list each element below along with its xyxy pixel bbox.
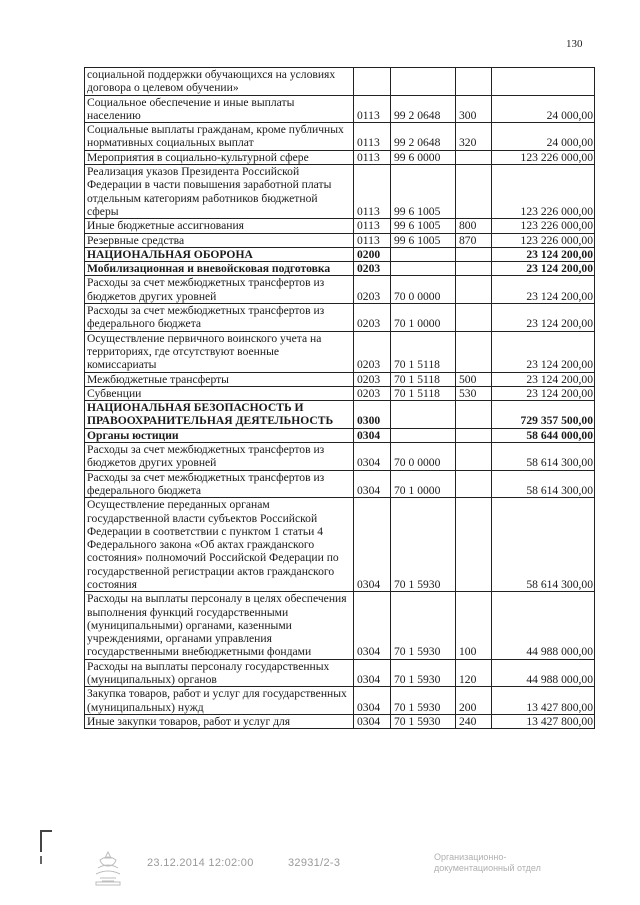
row-type-cell	[456, 401, 492, 429]
row-type-cell	[456, 68, 492, 96]
row-name-cell: Субвенции	[85, 386, 354, 400]
row-section-cell: 0300	[354, 401, 391, 429]
table-row	[85, 592, 595, 659]
table-row	[85, 386, 595, 400]
row-name-cell: Реализация указов Президента Российской Федерации в части повышения заработной платы отдельным категориям работников бюджетной сферы	[85, 165, 354, 219]
row-type-cell: 300	[456, 95, 492, 123]
row-target-cell: 70 1 5930	[391, 687, 456, 715]
table-row	[85, 428, 595, 442]
row-name-cell: Иные бюджетные ассигнования	[85, 219, 354, 233]
row-target-cell	[391, 247, 456, 261]
row-amount-cell: 24 000,00	[492, 95, 595, 123]
row-section-cell: 0304	[354, 428, 391, 442]
row-target-cell: 70 1 5930	[391, 659, 456, 687]
row-target-cell: 70 1 5930	[391, 714, 456, 728]
row-name-cell: Мобилизационная и вневойсковая подготовка	[85, 262, 354, 276]
row-amount-cell: 58 614 300,00	[492, 443, 595, 471]
row-type-cell	[456, 276, 492, 304]
row-target-cell: 70 1 5930	[391, 498, 456, 592]
row-type-cell	[456, 428, 492, 442]
table-row	[85, 498, 595, 592]
row-type-cell	[456, 443, 492, 471]
row-target-cell: 70 0 0000	[391, 276, 456, 304]
row-name-cell: Мероприятия в социально-культурной сфере	[85, 150, 354, 164]
table-row	[85, 123, 595, 151]
row-target-cell: 99 6 1005	[391, 219, 456, 233]
row-section-cell: 0304	[354, 498, 391, 592]
row-target-cell	[391, 428, 456, 442]
row-amount-cell: 23 124 200,00	[492, 372, 595, 386]
row-target-cell: 70 0 0000	[391, 443, 456, 471]
row-name-cell: Расходы за счет межбюджетных трансфертов из федерального бюджета	[85, 304, 354, 332]
row-target-cell: 99 2 0648	[391, 95, 456, 123]
row-type-cell	[456, 247, 492, 261]
row-name-cell: Осуществление первичного воинского учета на территориях, где отсутствуют военные комиссариаты	[85, 331, 354, 372]
seal-icon	[88, 848, 128, 888]
row-section-cell: 0113	[354, 165, 391, 219]
row-type-cell: 320	[456, 123, 492, 151]
row-amount-cell: 23 124 200,00	[492, 247, 595, 261]
row-amount-cell: 23 124 200,00	[492, 304, 595, 332]
row-name-cell: Осуществление переданных органам государственной власти субъектов Российской Федерации в соответствии с пунктом 1 статьи 4 Федерального закона «Об актах гражданского состояния» полномочий Российской Федерации по государственной регистрации актов гражданского состояния	[85, 498, 354, 592]
table-row	[85, 372, 595, 386]
table-row	[85, 150, 595, 164]
table-row	[85, 262, 595, 276]
row-amount-cell: 123 226 000,00	[492, 219, 595, 233]
footer-organization	[434, 852, 541, 874]
table-row	[85, 331, 595, 372]
row-amount-cell: 23 124 200,00	[492, 262, 595, 276]
row-section-cell: 0203	[354, 372, 391, 386]
row-amount-cell: 23 124 200,00	[492, 386, 595, 400]
table-row	[85, 659, 595, 687]
row-section-cell: 0203	[354, 331, 391, 372]
row-section-cell: 0304	[354, 592, 391, 659]
row-section-cell: 0203	[354, 304, 391, 332]
row-name-cell: Резервные средства	[85, 233, 354, 247]
table-row	[85, 401, 595, 429]
row-name-cell: Органы юстиции	[85, 428, 354, 442]
corner-mark	[40, 830, 52, 852]
row-type-cell: 200	[456, 687, 492, 715]
row-section-cell: 0203	[354, 276, 391, 304]
row-target-cell: 99 6 1005	[391, 165, 456, 219]
row-type-cell	[456, 331, 492, 372]
row-amount-cell	[492, 68, 595, 96]
row-type-cell: 800	[456, 219, 492, 233]
row-target-cell: 99 6 0000	[391, 150, 456, 164]
row-type-cell	[456, 498, 492, 592]
row-section-cell: 0304	[354, 443, 391, 471]
row-type-cell	[456, 150, 492, 164]
row-target-cell	[391, 262, 456, 276]
row-type-cell: 870	[456, 233, 492, 247]
row-amount-cell: 44 988 000,00	[492, 659, 595, 687]
row-type-cell: 240	[456, 714, 492, 728]
row-type-cell	[456, 304, 492, 332]
row-amount-cell: 58 614 300,00	[492, 498, 595, 592]
row-target-cell	[391, 68, 456, 96]
row-section-cell: 0304	[354, 687, 391, 715]
table-row	[85, 165, 595, 219]
table-row	[85, 95, 595, 123]
row-name-cell: Расходы на выплаты персоналу в целях обеспечения выполнения функций государственными (муниципальными) органами, казенными учреждениями, органами управления государственными внебюджетными фондами	[85, 592, 354, 659]
row-name-cell: Расходы за счет межбюджетных трансфертов из бюджетов других уровней	[85, 443, 354, 471]
row-target-cell: 70 1 5118	[391, 372, 456, 386]
row-section-cell: 0113	[354, 95, 391, 123]
footer-datetime: 23.12.2014 12:02:00	[147, 857, 254, 869]
row-amount-cell: 13 427 800,00	[492, 687, 595, 715]
row-amount-cell: 123 226 000,00	[492, 150, 595, 164]
row-section-cell: 0304	[354, 714, 391, 728]
row-name-cell: Социальное обеспечение и иные выплаты населению	[85, 95, 354, 123]
table-row	[85, 687, 595, 715]
row-type-cell: 530	[456, 386, 492, 400]
row-type-cell	[456, 165, 492, 219]
row-type-cell	[456, 262, 492, 276]
row-name-cell: Социальные выплаты гражданам, кроме публичных нормативных социальных выплат	[85, 123, 354, 151]
row-amount-cell: 123 226 000,00	[492, 165, 595, 219]
row-amount-cell: 23 124 200,00	[492, 276, 595, 304]
row-target-cell: 70 1 5118	[391, 331, 456, 372]
footer-org-line2: документационный отдел	[434, 863, 541, 873]
row-section-cell: 0304	[354, 470, 391, 498]
row-name-cell: НАЦИОНАЛЬНАЯ ОБОРОНА	[85, 247, 354, 261]
table-row	[85, 247, 595, 261]
row-amount-cell: 58 614 300,00	[492, 470, 595, 498]
row-section-cell: 0200	[354, 247, 391, 261]
row-section-cell: 0203	[354, 386, 391, 400]
row-type-cell: 500	[456, 372, 492, 386]
table-row	[85, 233, 595, 247]
row-type-cell	[456, 470, 492, 498]
table-row	[85, 276, 595, 304]
row-name-cell: Расходы на выплаты персоналу государственных (муниципальных) органов	[85, 659, 354, 687]
page-number: 130	[566, 38, 583, 50]
row-target-cell: 99 6 1005	[391, 233, 456, 247]
table-row	[85, 68, 595, 96]
table-row	[85, 219, 595, 233]
row-name-cell: Иные закупки товаров, работ и услуг для	[85, 714, 354, 728]
row-target-cell: 70 1 5930	[391, 592, 456, 659]
row-target-cell: 70 1 5118	[391, 386, 456, 400]
row-amount-cell: 58 644 000,00	[492, 428, 595, 442]
row-amount-cell: 123 226 000,00	[492, 233, 595, 247]
footer-org-line1: Организационно-	[434, 852, 507, 862]
table-row	[85, 304, 595, 332]
row-section-cell: 0203	[354, 262, 391, 276]
row-name-cell: Расходы за счет межбюджетных трансфертов из федерального бюджета	[85, 470, 354, 498]
row-target-cell: 70 1 0000	[391, 470, 456, 498]
row-type-cell: 100	[456, 592, 492, 659]
row-type-cell: 120	[456, 659, 492, 687]
row-amount-cell: 13 427 800,00	[492, 714, 595, 728]
row-target-cell: 70 1 0000	[391, 304, 456, 332]
row-section-cell	[354, 68, 391, 96]
row-section-cell: 0304	[354, 659, 391, 687]
row-section-cell: 0113	[354, 233, 391, 247]
row-target-cell	[391, 401, 456, 429]
row-name-cell: Межбюджетные трансферты	[85, 372, 354, 386]
table-row	[85, 714, 595, 728]
row-name-cell: НАЦИОНАЛЬНАЯ БЕЗОПАСНОСТЬ И ПРАВООХРАНИТЕЛЬНАЯ ДЕЯТЕЛЬНОСТЬ	[85, 401, 354, 429]
row-amount-cell: 44 988 000,00	[492, 592, 595, 659]
table-row	[85, 443, 595, 471]
row-target-cell: 99 2 0648	[391, 123, 456, 151]
budget-table	[84, 67, 595, 729]
row-section-cell: 0113	[354, 150, 391, 164]
row-amount-cell: 24 000,00	[492, 123, 595, 151]
row-section-cell: 0113	[354, 219, 391, 233]
row-name-cell: Расходы за счет межбюджетных трансфертов из бюджетов других уровней	[85, 276, 354, 304]
row-amount-cell: 23 124 200,00	[492, 331, 595, 372]
row-amount-cell: 729 357 500,00	[492, 401, 595, 429]
footer-doc-number: 32931/2-3	[288, 857, 341, 869]
row-section-cell: 0113	[354, 123, 391, 151]
table-row	[85, 470, 595, 498]
table-body	[85, 68, 595, 729]
row-name-cell: Закупка товаров, работ и услуг для государственных (муниципальных) нужд	[85, 687, 354, 715]
row-name-cell: социальной поддержки обучающихся на условиях договора о целевом обучении»	[85, 68, 354, 96]
